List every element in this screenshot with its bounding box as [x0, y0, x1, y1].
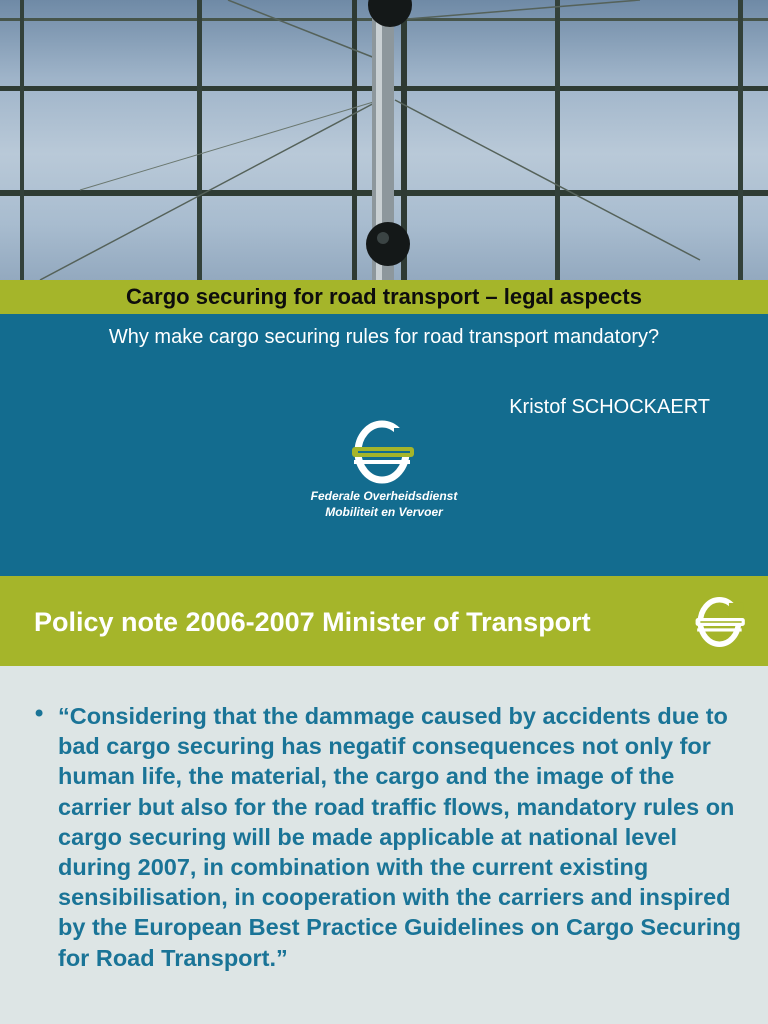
slide2-title: Policy note 2006-2007 Minister of Transport [34, 607, 591, 637]
author-name: Kristof SCHOCKAERT [509, 396, 710, 418]
glass-roof-illustration [0, 0, 768, 280]
slide-subtitle: Why make cargo securing rules for road transport mandatory? [108, 326, 660, 348]
organization-line-2: Mobiliteit en Vervoer [325, 505, 443, 519]
fod-mobility-logo-small-icon [694, 596, 748, 648]
slide-title-band [0, 280, 768, 314]
fod-mobility-logo-icon [350, 420, 418, 484]
policy-quote: “Considering that the dammage caused by accidents due to bad cargo securing has negatif consequences not only for human life, the material, the cargo and the image of the carrier but also for the road traffic flows, mandatory rules on cargo securing will be made applicable at national level during 2007, in combination with the current existing sensibilisation, in cooperation with the carriers and inspired by the European Best Practice Guidelines on Cargo Securing for Road Transport.” [58, 703, 741, 971]
organization-name [284, 488, 484, 520]
organization-line-1: Federale Overheidsdienst [310, 489, 458, 503]
bullet-marker: • [32, 700, 47, 728]
slide-title: Cargo securing for road transport – legal aspects [126, 284, 642, 309]
glass-roof-photo [0, 0, 768, 280]
